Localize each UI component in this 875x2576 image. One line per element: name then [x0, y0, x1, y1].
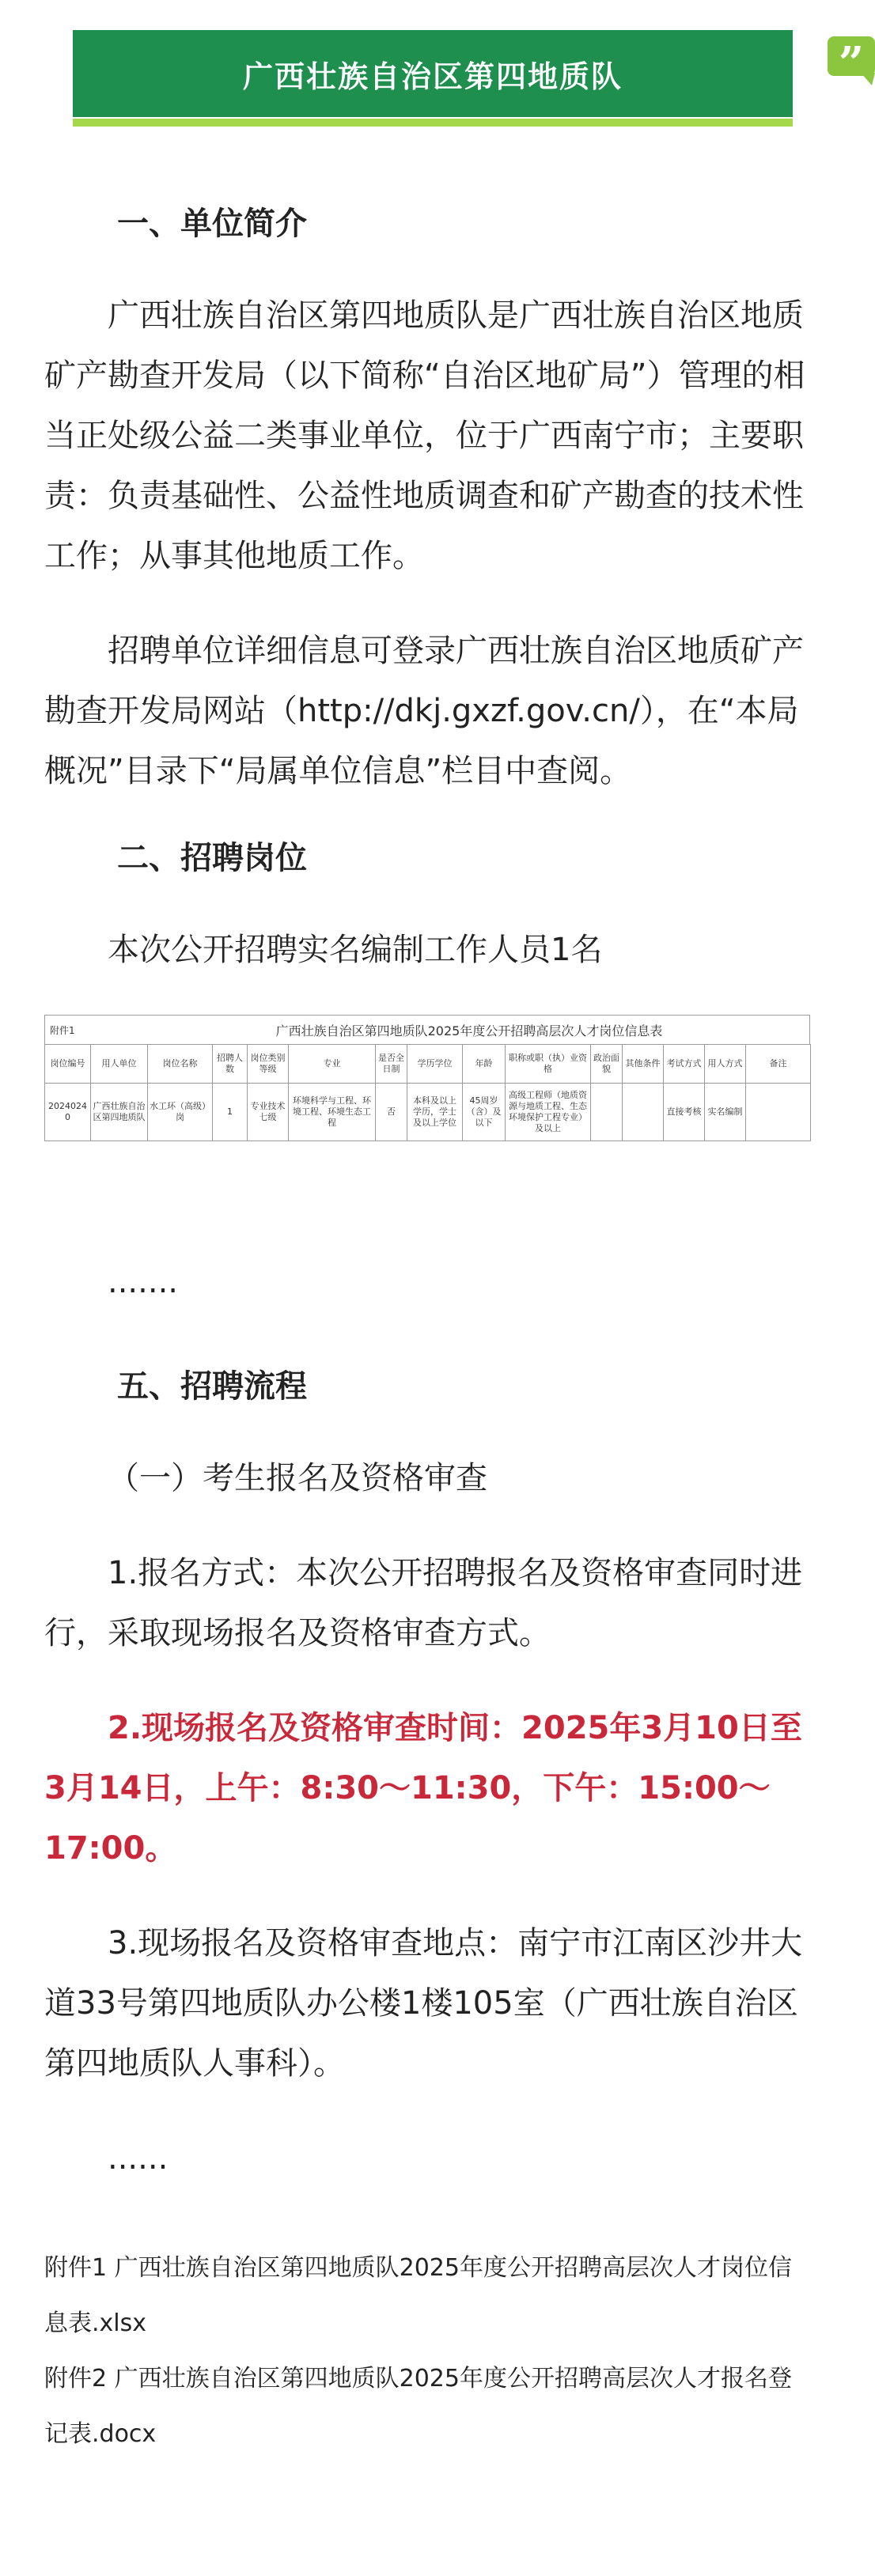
- table-title-row: [44, 1015, 810, 1044]
- ellipsis-1: .......: [108, 1264, 179, 1300]
- attachment-link-2[interactable]: 附件2 广西壮族自治区第四地质队2025年度公开招聘高层次人才报名登记表.docx: [44, 2365, 792, 2448]
- quote-icon: ”: [828, 36, 875, 76]
- quote-icon-tail: [861, 73, 875, 85]
- table-header-cell: 年龄: [463, 1045, 506, 1084]
- attachment-link-1[interactable]: 附件1 广西壮族自治区第四地质队2025年度公开招聘高层次人才岗位信息表.xlsx: [44, 2254, 792, 2337]
- table-header-cell: 岗位类别等级: [248, 1045, 289, 1084]
- table-cell: 45周岁（含）及以下: [463, 1084, 506, 1141]
- process-subheading: （一）考生报名及资格审查: [108, 1460, 487, 1496]
- table-header-cell: 岗位名称: [148, 1045, 213, 1084]
- table-cell: 否: [376, 1084, 407, 1141]
- table-cell: 直接考核: [664, 1084, 705, 1141]
- table-header-cell: 用人方式: [705, 1045, 746, 1084]
- page-title: 广西壮族自治区第四地质队: [242, 59, 623, 94]
- table-header-cell: 是否全日制: [376, 1045, 407, 1084]
- ellipsis-2: ......: [108, 2140, 169, 2177]
- table-cell: 1: [213, 1084, 248, 1141]
- banner-underline: [73, 119, 793, 127]
- table-cell: 环境科学与工程、环境工程、环境生态工程: [289, 1084, 376, 1141]
- process-paragraph-3: 3.现场报名及资格审查地点：南宁市江南区沙井大道33号第四地质队办公楼1楼105室（广西壮族自治区第四地质队人事科）。: [44, 1925, 803, 2082]
- positions-paragraph: 本次公开招聘实名编制工作人员1名: [108, 932, 603, 968]
- table-header-cell: 学历学位: [407, 1045, 463, 1084]
- section-heading-intro: 一、单位简介: [117, 206, 307, 242]
- table-cell: 广西壮族自治区第四地质队: [91, 1084, 148, 1141]
- article-body: [44, 202, 810, 2462]
- table-header-cell: 政治面貌: [591, 1045, 623, 1084]
- table-header-cell: 备注: [746, 1045, 811, 1084]
- table-header-cell: 岗位编号: [45, 1045, 91, 1084]
- position-info-table: [44, 1044, 811, 1141]
- table-header-cell: 考试方式: [664, 1045, 705, 1084]
- table-header-row: [45, 1045, 811, 1084]
- table-cell: 水工环（高级）岗: [148, 1084, 213, 1141]
- table-attachment-label: 附件1: [50, 1024, 75, 1036]
- intro-paragraph-1: 广西壮族自治区第四地质队是广西壮族自治区地质矿产勘查开发局（以下简称“自治区地矿局”）管理的相当正处级公益二类事业单位，位于广西南宁市；主要职责：负责基础性、公益性地质调查和矿产勘查的技术性工作；从事其他地质工作。: [44, 297, 805, 574]
- section-heading-positions: 二、招聘岗位: [117, 840, 307, 876]
- banner-box: [73, 30, 793, 117]
- position-info-table-image: [44, 1015, 810, 1141]
- table-header-cell: 专业: [289, 1045, 376, 1084]
- table-cell: 专业技术七级: [248, 1084, 289, 1141]
- table-header-cell: 职称或职（执）业资格: [506, 1045, 591, 1084]
- table-cell: 20240240: [45, 1084, 91, 1141]
- table-cell: 高级工程师（地质资源与地质工程、生态环境保护工程专业）及以上: [506, 1084, 591, 1141]
- process-paragraph-1: 1.报名方式：本次公开招聘报名及资格审查同时进行，采取现场报名及资格审查方式。: [44, 1555, 803, 1651]
- table-cell: 实名编制: [705, 1084, 746, 1141]
- table-cell: 本科及以上学历，学士及以上学位: [407, 1084, 463, 1141]
- section-heading-process: 五、招聘流程: [117, 1368, 307, 1405]
- table-title: 广西壮族自治区第四地质队2025年度公开招聘高层次人才岗位信息表: [275, 1023, 663, 1038]
- title-banner: [73, 30, 865, 127]
- table-cell: [623, 1084, 664, 1141]
- table-cell: [591, 1084, 623, 1141]
- table-header-cell: 用人单位: [91, 1045, 148, 1084]
- table-header-cell: 招聘人数: [213, 1045, 248, 1084]
- intro-paragraph-2: 招聘单位详细信息可登录广西壮族自治区地质矿产勘查开发局网站（http://dkj.gxzf.gov.cn/），在“本局概况”目录下“局属单位信息”栏目中查阅。: [44, 633, 804, 789]
- process-paragraph-2-highlight: 2.现场报名及资格审查时间：2025年3月10日至3月14日，上午：8:30～11:30，下午：15:00～17:00。: [44, 1710, 802, 1867]
- table-header-cell: 其他条件: [623, 1045, 664, 1084]
- table-row: [45, 1084, 811, 1141]
- table-cell: [746, 1084, 811, 1141]
